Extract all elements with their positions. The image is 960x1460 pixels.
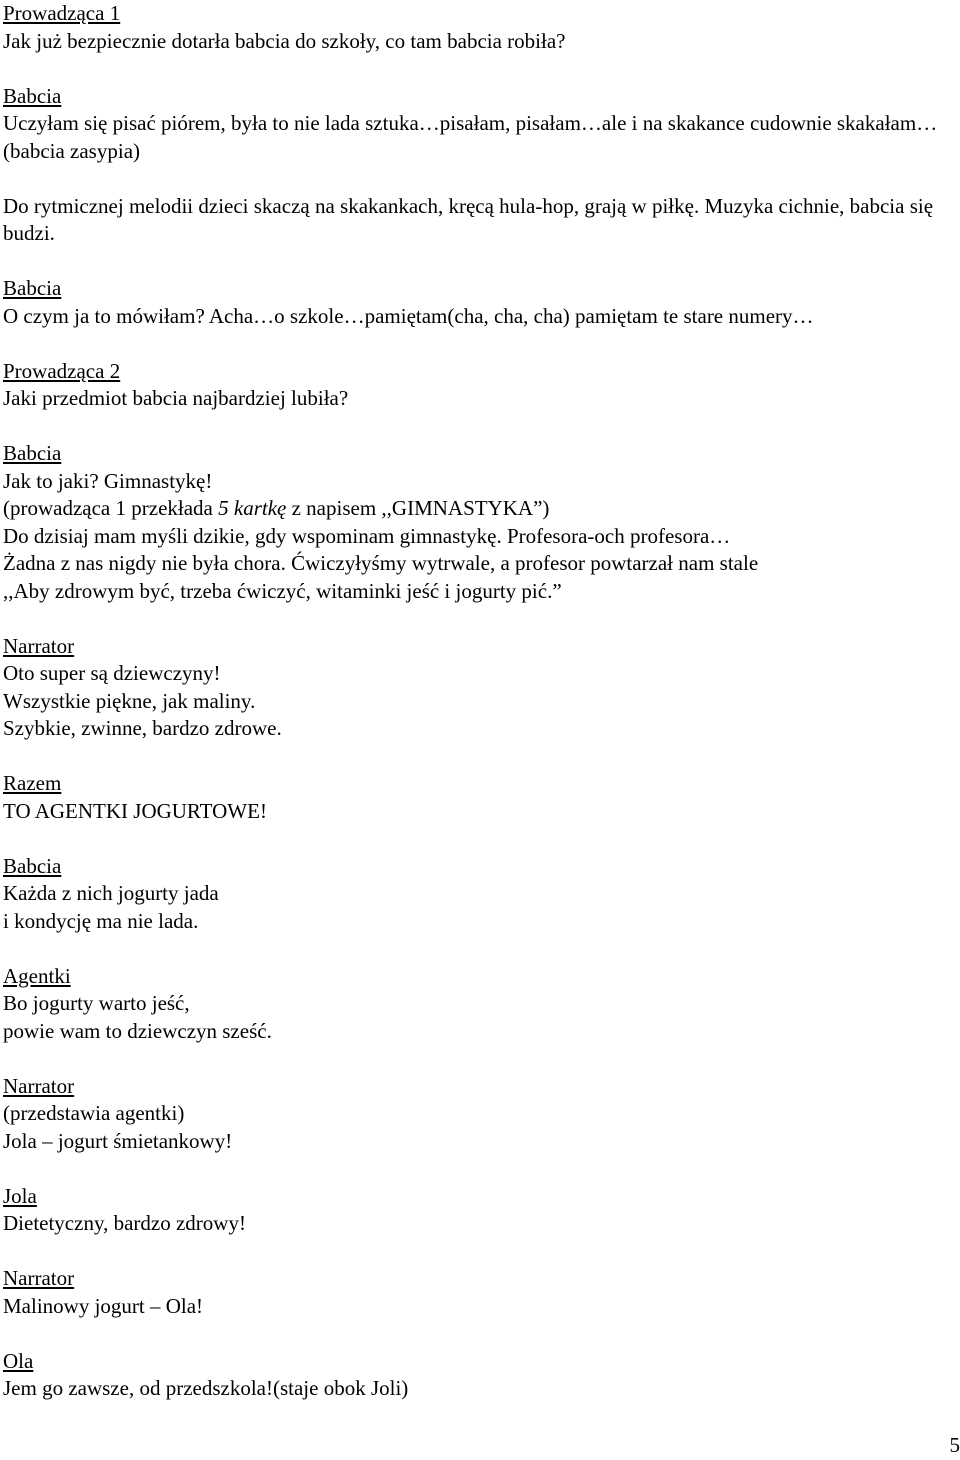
dialogue-line: O czym ja to mówiłam? Acha…o szkole…pamiętam(cha, cha, cha) pamiętam te stare numery… (3, 303, 958, 331)
dialogue-block (3, 1073, 958, 1156)
dialogue-block (3, 275, 958, 330)
dialogue-block (3, 0, 958, 55)
speaker-name: Prowadząca 1 (3, 0, 958, 28)
dialogue-line: Jola – jogurt śmietankowy! (3, 1128, 958, 1156)
dialogue-block (3, 633, 958, 743)
dialogue-line: Żadna z nas nigdy nie była chora. Ćwiczyłyśmy wytrwale, a profesor powtarzał nam stale (3, 550, 958, 578)
speaker-name: Razem (3, 770, 958, 798)
speaker-name: Narrator (3, 1265, 958, 1293)
speaker-name: Babcia (3, 83, 958, 111)
speaker-name: Narrator (3, 1073, 958, 1101)
dialogue-block (3, 1348, 958, 1403)
dialogue-line: Oto super są dziewczyny! (3, 660, 958, 688)
dialogue-block (3, 1183, 958, 1238)
dialogue-line: Jak to jaki? Gimnastykę! (3, 468, 958, 496)
speaker-name: Jola (3, 1183, 958, 1211)
speaker-name: Babcia (3, 853, 958, 881)
dialogue-line: Bo jogurty warto jeść, (3, 990, 958, 1018)
dialogue-line: Jaki przedmiot babcia najbardziej lubiła? (3, 385, 958, 413)
dialogue-line: powie wam to dziewczyn sześć. (3, 1018, 958, 1046)
dialogue-line: Malinowy jogurt – Ola! (3, 1293, 958, 1321)
dialogue-line: Szybkie, zwinne, bardzo zdrowe. (3, 715, 958, 743)
dialogue-block (3, 440, 958, 605)
dialogue-line: Do dzisiaj mam myśli dzikie, gdy wspominam gimnastykę. Profesora-och profesora… (3, 523, 958, 551)
dialogue-block (3, 770, 958, 825)
dialogue-line: Wszystkie piękne, jak maliny. (3, 688, 958, 716)
stage-direction-block (3, 193, 958, 248)
dialogue-line: Każda z nich jogurty jada (3, 880, 958, 908)
stage-direction-after: z napisem ,,GIMNASTYKA”) (286, 496, 549, 520)
stage-direction-before: (prowadząca 1 przekłada (3, 496, 218, 520)
stage-direction (3, 495, 958, 523)
dialogue-line: Dietetyczny, bardzo zdrowy! (3, 1210, 958, 1238)
dialogue-line: i kondycję ma nie lada. (3, 908, 958, 936)
speaker-name: Narrator (3, 633, 958, 661)
dialogue-line: Jem go zawsze, od przedszkola!(staje obok Joli) (3, 1375, 958, 1403)
speaker-name: Babcia (3, 275, 958, 303)
stage-direction-emphasis: 5 kartkę (218, 496, 286, 520)
dialogue-line: TO AGENTKI JOGURTOWE! (3, 798, 958, 826)
document-page (3, 0, 958, 1430)
dialogue-line: (przedstawia agentki) (3, 1100, 958, 1128)
dialogue-line: Jak już bezpiecznie dotarła babcia do szkoły, co tam babcia robiła? (3, 28, 958, 56)
dialogue-line: ,,Aby zdrowym być, trzeba ćwiczyć, witaminki jeść i jogurty pić.” (3, 578, 958, 606)
speaker-name: Babcia (3, 440, 958, 468)
speaker-name: Prowadząca 2 (3, 358, 958, 386)
speaker-name: Ola (3, 1348, 958, 1376)
page-number: 5 (950, 1432, 960, 1460)
dialogue-block (3, 1265, 958, 1320)
stage-direction: Do rytmicznej melodii dzieci skaczą na skakankach, kręcą hula-hop, grają w piłkę. Muzyka cichnie, babcia się budzi. (3, 193, 960, 248)
dialogue-block (3, 358, 958, 413)
dialogue-block (3, 83, 958, 166)
dialogue-line: Uczyłam się pisać piórem, była to nie lada sztuka…pisałam, pisałam…ale i na skakance cudownie skakałam…(babcia zasypia) (3, 110, 948, 165)
dialogue-block (3, 963, 958, 1046)
speaker-name: Agentki (3, 963, 958, 991)
dialogue-block (3, 853, 958, 936)
